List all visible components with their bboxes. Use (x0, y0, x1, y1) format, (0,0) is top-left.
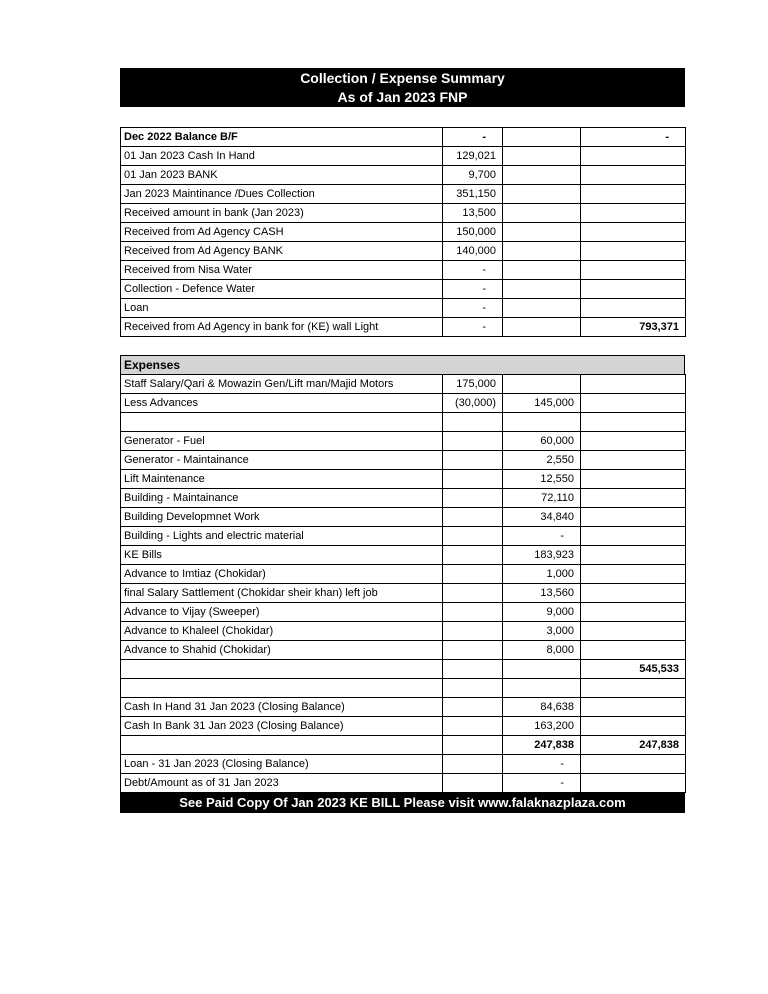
expense-row (121, 660, 686, 679)
total-cell (581, 432, 686, 451)
subtotal-cell: 8,000 (503, 641, 581, 660)
row-label: KE Bills (121, 546, 443, 565)
subtotal-cell: 145,000 (503, 394, 581, 413)
expense-row (121, 432, 686, 451)
row-label (121, 660, 443, 679)
subtotal-cell: 163,200 (503, 717, 581, 736)
row-label: 01 Jan 2023 BANK (121, 166, 443, 185)
expense-row (121, 641, 686, 660)
row-label: Lift Maintenance (121, 470, 443, 489)
total-cell (581, 470, 686, 489)
subtotal-cell (503, 375, 581, 394)
amount-cell: 13,500 (443, 204, 503, 223)
subtotal-cell: 1,000 (503, 565, 581, 584)
row-label (121, 413, 443, 432)
row-label: Generator - Fuel (121, 432, 443, 451)
amount-cell (443, 641, 503, 660)
total-cell (581, 204, 686, 223)
row-label: Cash In Hand 31 Jan 2023 (Closing Balance) (121, 698, 443, 717)
total-cell (581, 565, 686, 584)
total-cell (581, 755, 686, 774)
row-label: Advance to Khaleel (Chokidar) (121, 622, 443, 641)
expense-row (121, 698, 686, 717)
amount-cell (443, 470, 503, 489)
amount-cell: 351,150 (443, 185, 503, 204)
row-label: Received from Ad Agency CASH (121, 223, 443, 242)
expense-row (121, 546, 686, 565)
collection-row (121, 166, 686, 185)
collection-row (121, 223, 686, 242)
row-label: Loan - 31 Jan 2023 (Closing Balance) (121, 755, 443, 774)
total-cell (581, 451, 686, 470)
expense-row (121, 717, 686, 736)
total-cell (581, 185, 686, 204)
collection-row (121, 204, 686, 223)
spacer (120, 107, 685, 127)
amount-cell (443, 622, 503, 641)
amount-cell: 150,000 (443, 223, 503, 242)
subtotal-cell (503, 280, 581, 299)
collection-row (121, 185, 686, 204)
amount-cell: - (443, 261, 503, 280)
total-cell (581, 508, 686, 527)
row-label: Loan (121, 299, 443, 318)
amount-cell (443, 679, 503, 698)
expense-row (121, 508, 686, 527)
subtotal-cell: 183,923 (503, 546, 581, 565)
amount-cell: - (443, 128, 503, 147)
amount-cell: 140,000 (443, 242, 503, 261)
expense-row (121, 565, 686, 584)
expenses-table (120, 374, 686, 793)
expenses-heading: Expenses (120, 355, 685, 374)
subtotal-cell (503, 166, 581, 185)
expense-row (121, 527, 686, 546)
row-label: Received from Ad Agency BANK (121, 242, 443, 261)
subtotal-cell: 60,000 (503, 432, 581, 451)
summary-sheet (120, 68, 685, 813)
expense-row (121, 470, 686, 489)
row-label: Advance to Imtiaz (Chokidar) (121, 565, 443, 584)
amount-cell (443, 489, 503, 508)
row-label (121, 679, 443, 698)
expense-row (121, 736, 686, 755)
subtotal-cell: 72,110 (503, 489, 581, 508)
expense-row (121, 584, 686, 603)
subtotal-cell: 12,550 (503, 470, 581, 489)
subtotal-cell: 9,000 (503, 603, 581, 622)
row-label: Jan 2023 Maintinance /Dues Collection (121, 185, 443, 204)
spacer (120, 337, 685, 355)
total-cell: 247,838 (581, 736, 686, 755)
row-label: Received from Ad Agency in bank for (KE) wall Light (121, 318, 443, 337)
row-label: Collection - Defence Water (121, 280, 443, 299)
subtotal-cell: 2,550 (503, 451, 581, 470)
subtotal-cell (503, 660, 581, 679)
subtotal-cell (503, 223, 581, 242)
total-cell (581, 261, 686, 280)
sheet-title (120, 68, 685, 107)
expense-row (121, 489, 686, 508)
total-cell (581, 546, 686, 565)
row-label: Less Advances (121, 394, 443, 413)
total-cell (581, 280, 686, 299)
subtotal-cell (503, 204, 581, 223)
collection-row (121, 280, 686, 299)
total-cell (581, 299, 686, 318)
subtotal-cell (503, 413, 581, 432)
amount-cell (443, 774, 503, 793)
expense-row (121, 755, 686, 774)
row-label: Building - Maintainance (121, 489, 443, 508)
total-cell (581, 641, 686, 660)
collection-row (121, 242, 686, 261)
row-label: Building - Lights and electric material (121, 527, 443, 546)
total-cell: - (581, 128, 686, 147)
total-cell (581, 584, 686, 603)
row-label: Dec 2022 Balance B/F (121, 128, 443, 147)
amount-cell (443, 508, 503, 527)
amount-cell: 9,700 (443, 166, 503, 185)
total-cell (581, 774, 686, 793)
row-label: Building Developmnet Work (121, 508, 443, 527)
total-cell (581, 603, 686, 622)
expense-row (121, 451, 686, 470)
subtotal-cell (503, 185, 581, 204)
row-label: Received amount in bank (Jan 2023) (121, 204, 443, 223)
expense-row (121, 774, 686, 793)
total-cell: 793,371 (581, 318, 686, 337)
subtotal-cell (503, 299, 581, 318)
total-cell (581, 413, 686, 432)
row-label: Received from Nisa Water (121, 261, 443, 280)
amount-cell (443, 413, 503, 432)
row-label (121, 736, 443, 755)
expense-row (121, 679, 686, 698)
total-cell (581, 223, 686, 242)
expense-row (121, 413, 686, 432)
total-cell (581, 622, 686, 641)
title-line-1: Collection / Expense Summary (300, 70, 505, 86)
amount-cell (443, 660, 503, 679)
amount-cell: - (443, 280, 503, 299)
amount-cell: 175,000 (443, 375, 503, 394)
row-label: Debt/Amount as of 31 Jan 2023 (121, 774, 443, 793)
total-cell (581, 166, 686, 185)
subtotal-cell: 247,838 (503, 736, 581, 755)
row-label: 01 Jan 2023 Cash In Hand (121, 147, 443, 166)
total-cell (581, 698, 686, 717)
amount-cell (443, 432, 503, 451)
subtotal-cell: 3,000 (503, 622, 581, 641)
total-cell: 545,533 (581, 660, 686, 679)
total-cell (581, 679, 686, 698)
amount-cell (443, 565, 503, 584)
amount-cell (443, 527, 503, 546)
total-cell (581, 489, 686, 508)
row-label: Advance to Shahid (Chokidar) (121, 641, 443, 660)
subtotal-cell (503, 147, 581, 166)
row-label: Cash In Bank 31 Jan 2023 (Closing Balance) (121, 717, 443, 736)
subtotal-cell (503, 261, 581, 280)
subtotal-cell (503, 128, 581, 147)
expense-row (121, 394, 686, 413)
collection-row (121, 147, 686, 166)
total-cell (581, 242, 686, 261)
row-label: Generator - Maintainance (121, 451, 443, 470)
amount-cell: (30,000) (443, 394, 503, 413)
row-label: Staff Salary/Qari & Mowazin Gen/Lift man/Majid Motors (121, 375, 443, 394)
footer-notice: See Paid Copy Of Jan 2023 KE BILL Please visit www.falaknazplaza.com (120, 793, 685, 813)
collection-row (121, 128, 686, 147)
expense-row (121, 375, 686, 394)
collection-table (120, 127, 686, 337)
total-cell (581, 394, 686, 413)
total-cell (581, 375, 686, 394)
title-line-2: As of Jan 2023 FNP (337, 89, 468, 105)
subtotal-cell (503, 318, 581, 337)
amount-cell (443, 755, 503, 774)
subtotal-cell: - (503, 774, 581, 793)
total-cell (581, 147, 686, 166)
amount-cell: - (443, 318, 503, 337)
amount-cell (443, 736, 503, 755)
collection-row (121, 261, 686, 280)
total-cell (581, 717, 686, 736)
expense-row (121, 622, 686, 641)
subtotal-cell (503, 242, 581, 261)
collection-row (121, 318, 686, 337)
amount-cell (443, 717, 503, 736)
subtotal-cell: 84,638 (503, 698, 581, 717)
amount-cell (443, 584, 503, 603)
expense-row (121, 603, 686, 622)
row-label: Advance to Vijay (Sweeper) (121, 603, 443, 622)
amount-cell (443, 603, 503, 622)
row-label: final Salary Sattlement (Chokidar sheir khan) left job (121, 584, 443, 603)
amount-cell (443, 451, 503, 470)
total-cell (581, 527, 686, 546)
subtotal-cell: - (503, 527, 581, 546)
subtotal-cell: 34,840 (503, 508, 581, 527)
collection-row (121, 299, 686, 318)
subtotal-cell (503, 679, 581, 698)
amount-cell: - (443, 299, 503, 318)
subtotal-cell: - (503, 755, 581, 774)
amount-cell (443, 698, 503, 717)
subtotal-cell: 13,560 (503, 584, 581, 603)
amount-cell: 129,021 (443, 147, 503, 166)
amount-cell (443, 546, 503, 565)
